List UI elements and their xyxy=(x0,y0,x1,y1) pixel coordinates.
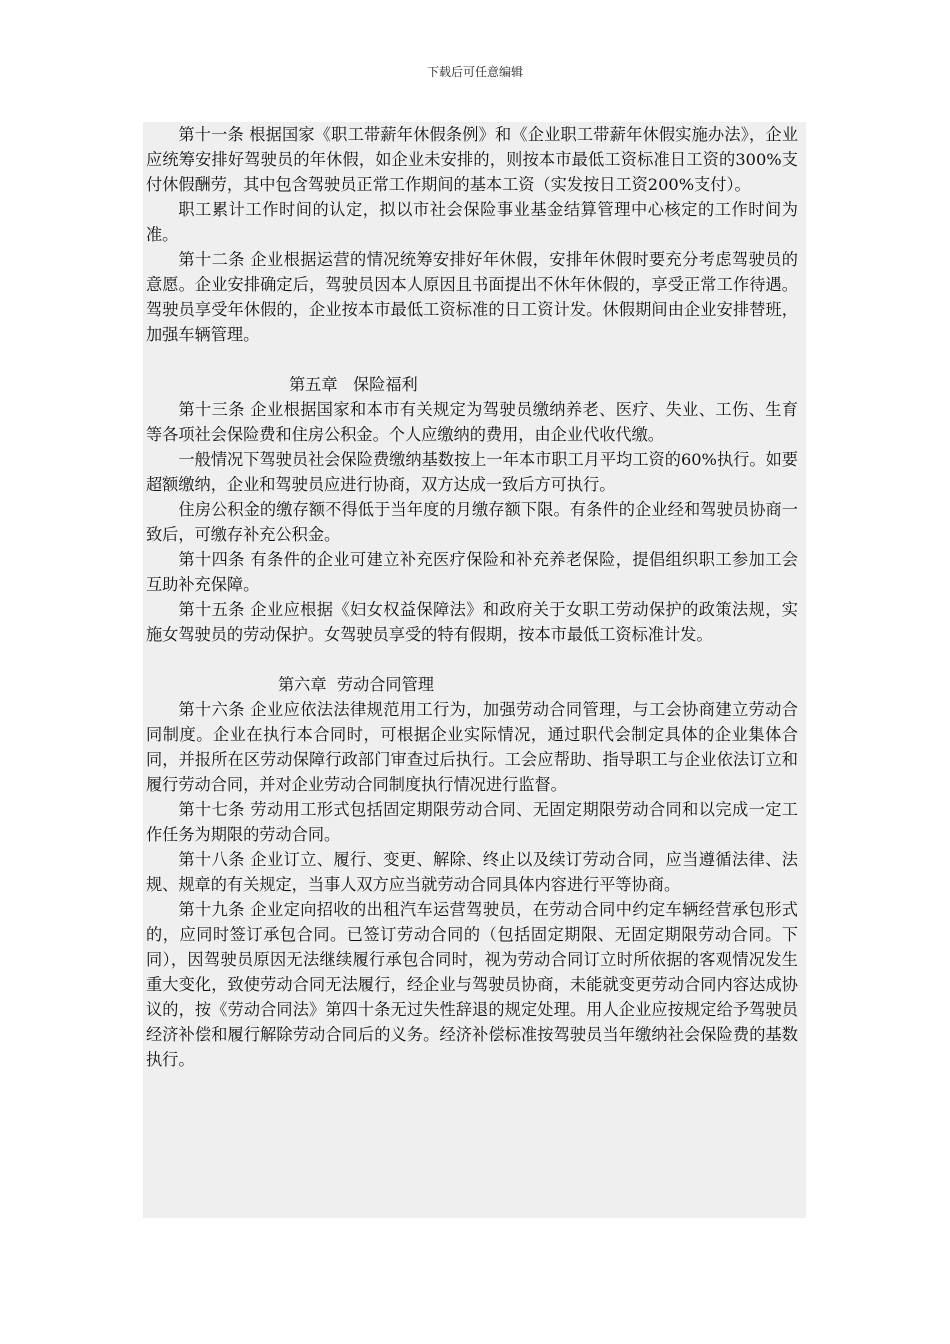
article-19: 第十九条 企业定向招收的出租汽车运营驾驶员，在劳动合同中约定车辆经营承包形式的，应同时签订承包合同。已签订劳动合同的（包括固定期限、无固定期限劳动合同。下同），因驾驶员原因无法继续履行承包合同时，视为劳动合同订立时所依据的客观情况发生重大变化，致使劳动合同无法履行，经企业与驾驶员协商，未能就变更劳动合同内容达成协议的，按《劳动合同法》第四十条无过失性辞退的规定处理。用人企业应按规定给予驾驶员经济补偿和履行解除劳动合同后的义务。经济补偿标准按驾驶员当年缴纳社会保险费的基数执行。 xyxy=(146,900,798,1069)
section-spacer xyxy=(146,647,798,672)
article-13-base: 一般情况下驾驶员社会保险费缴纳基数按上一年本市职工月平均工资的60%执行。如要超额缴纳，企业和驾驶员应进行协商，双方达成一致后方可执行。 xyxy=(146,450,798,494)
article-14: 第十四条 有条件的企业可建立补充医疗保险和补充养老保险，提倡组织职工参加工会互助补充保障。 xyxy=(146,550,798,594)
article-11-supplement: 职工累计工作时间的认定，拟以市社会保险事业基金结算管理中心核定的工作时间为准。 xyxy=(146,200,798,244)
article-15: 第十五条 企业应根据《妇女权益保障法》和政府关于女职工劳动保护的政策法规，实施女驾驶员的劳动保护。女驾驶员享受的特有假期，按本市最低工资标准计发。 xyxy=(146,600,798,644)
article-13: 第十三条 企业根据国家和本市有关规定为驾驶员缴纳养老、医疗、失业、工伤、生育等各项社会保险费和住房公积金。个人应缴纳的费用，由企业代收代缴。 xyxy=(146,400,798,444)
document-body xyxy=(143,122,806,1218)
section-spacer xyxy=(146,347,798,372)
page-header-note: 下载后可任意编辑 xyxy=(426,65,523,79)
article-16: 第十六条 企业应依法法律规范用工行为，加强劳动合同管理，与工会协商建立劳动合同制度。企业在执行本合同时，可根据企业实际情况，通过职代会制定具体的企业集体合同，并报所在区劳动保障行政部门审查过后执行。工会应帮助、指导职工与企业依法订立和履行劳动合同，并对企业劳动合同制度执行情况进行监督。 xyxy=(146,700,798,794)
article-11: 第十一条 根据国家《职工带薪年休假条例》和《企业职工带薪年休假实施办法》，企业应统筹安排好驾驶员的年休假，如企业未安排的，则按本市最低工资标准日工资的300%支付休假酬劳，其中包含驾驶员正常工作期间的基本工资（实发按日工资200%支付）。 xyxy=(146,125,798,194)
chapter-6-title: 第六章 劳动合同管理 xyxy=(278,675,434,694)
chapter-5-title: 第五章 保险福利 xyxy=(289,375,418,394)
article-17: 第十七条 劳动用工形式包括固定期限劳动合同、无固定期限劳动合同和以完成一定工作任务为期限的劳动合同。 xyxy=(146,800,798,844)
article-12: 第十二条 企业根据运营的情况统筹安排好年休假，安排年休假时要充分考虑驾驶员的意愿。企业安排确定后，驾驶员因本人原因且书面提出不休年休假的，享受正常工作待遇。驾驶员享受年休假的，企业按本市最低工资标准的日工资计发。休假期间由企业安排替班，加强车辆管理。 xyxy=(146,250,798,344)
article-13-housing-fund: 住房公积金的缴存额不得低于当年度的月缴存额下限。有条件的企业经和驾驶员协商一致后，可缴存补充公积金。 xyxy=(146,500,798,544)
article-18: 第十八条 企业订立、履行、变更、解除、终止以及续订劳动合同，应当遵循法律、法规、规章的有关规定，当事人双方应当就劳动合同具体内容进行平等协商。 xyxy=(146,850,798,894)
